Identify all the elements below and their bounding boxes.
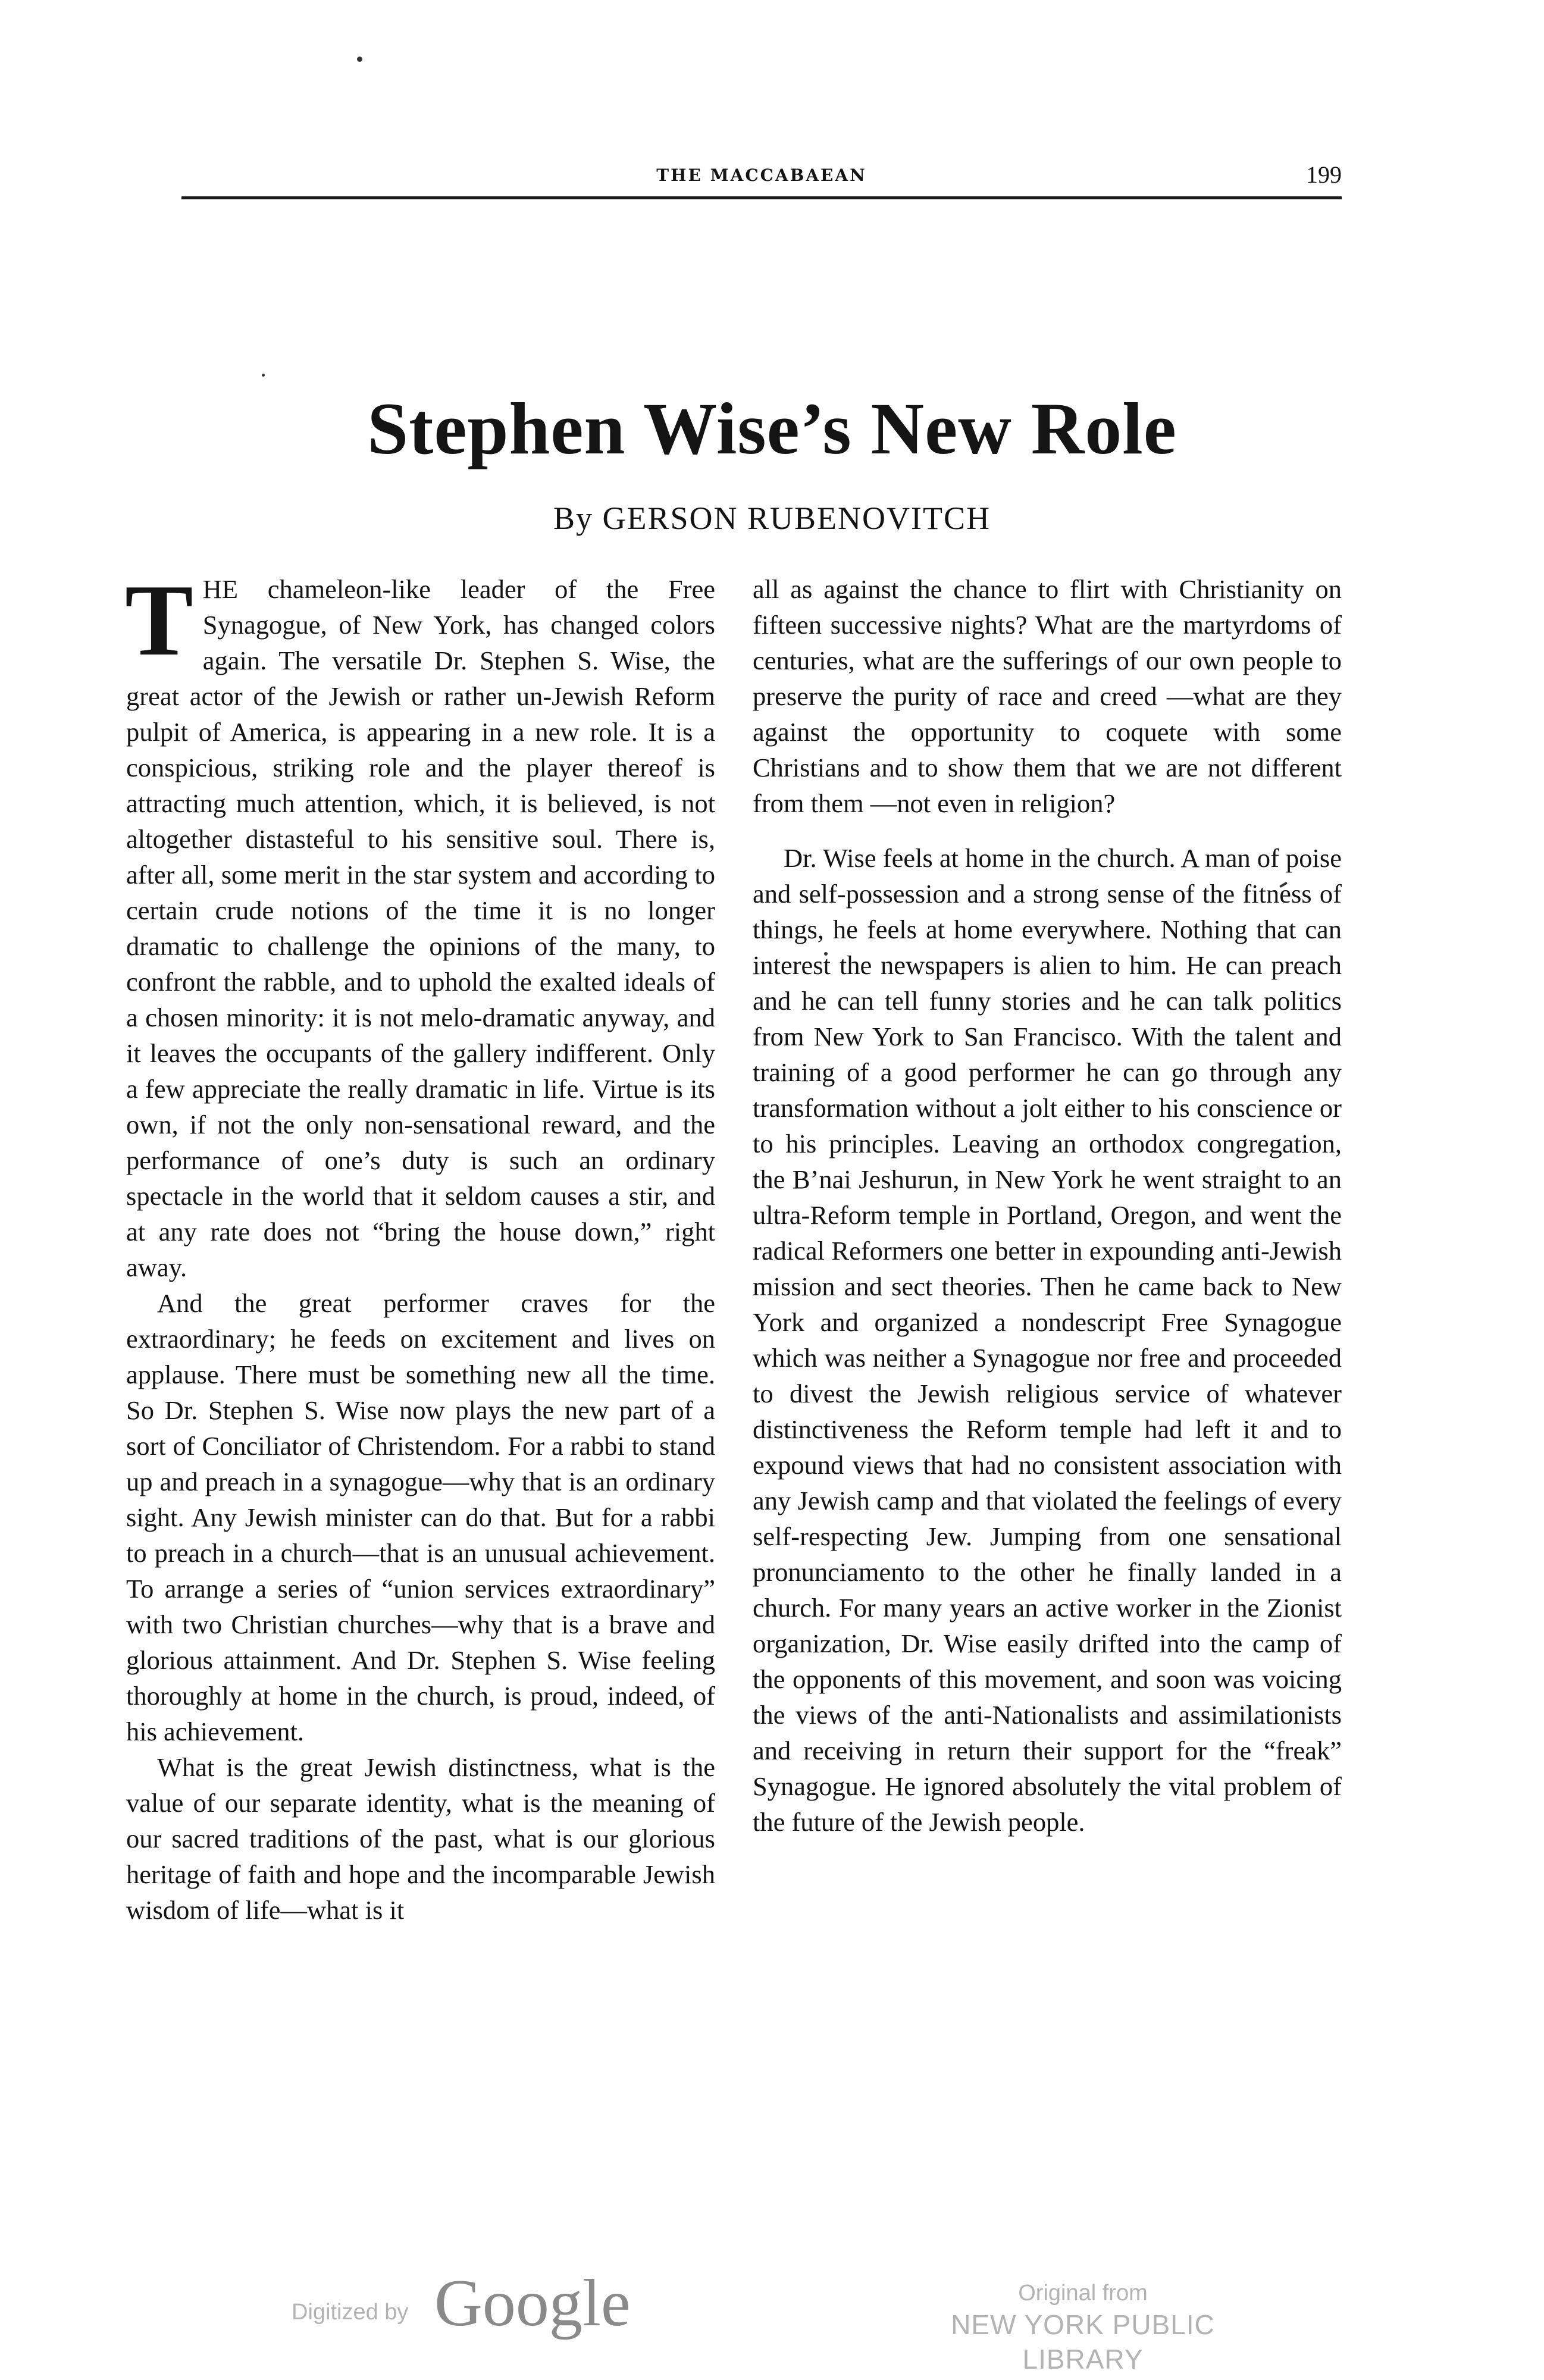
google-logo: Google: [434, 2266, 631, 2340]
page-number: 199: [1306, 161, 1342, 188]
paragraph: And the great performer craves for the extraordinary; he feeds on excitement and lives on applause. There must be something new all the time. So Dr. Stephen S. Wise now plays the new part of a sort of Conciliator of Christendom. For a rabbi to stand up and preach in a synagogue—why that is an ordinary sight. Any Jewish minister can do that. But for a rabbi to preach in a church—that is an unusual achievement. To arrange a series of “union services extraordinary” with two Christian churches—why that is a brave and glorious attainment. And Dr. Stephen S. Wise feeling thoroughly at home in the church, is proud, indeed, of his achievement.: [126, 1288, 715, 1746]
original-from-text: Original from: [1018, 2281, 1148, 2306]
paragraph: What is the great Jewish distinctness, what is the value of our separate identity, what is the meaning of our sacred traditions of the past, what is our glorious heritage of faith and hope and the incomparable Jewish wisdom of life—what is it: [126, 1752, 715, 1925]
paragraph: all as against the chance to flirt with Christianity on fifteen successive nights? What are the martyrdoms of centuries, what are the sufferings of our own people to preserve the purity of race and creed —what are they against the opportunity to coquete with some Christians and to show them that we are not different from them —not even in religion?: [753, 574, 1342, 818]
left-column: [125, 564, 715, 1928]
drop-cap: T: [125, 564, 193, 677]
article-byline: By GERSON RUBENOVITCH: [553, 500, 991, 536]
source-credit: [892, 2279, 1273, 2376]
paragraph: Dr. Wise feels at home in the church. A man of poise and self-possession and a strong sense of the fitness of things, he feels at home everywhere. Nothing that can interest the newspapers is alien to him. He can preach and he can tell funny stories and he can talk politics from New York to San Francisco. With the talent and training of a good performer he can go through any transformation without a jolt either to his conscience or to his principles. Leaving an orthodox congregation, the B’nai Jeshurun, in New York he went straight to an ultra-Reform temple in Portland, Oregon, and went the radical Reformers one better in expounding anti-Jewish mission and sect theories. Then he came back to New York and organized a nondescript Free Synagogue which was neither a Synagogue nor free and proceeded to divest the Jewish religious service of whatever distinctiveness the Reform temple had left it and to expound views that had no consistent association with any Jewish camp and that violated the feelings of every self-respecting Jew. Jumping from one sensational pronunciamento to the other he finally landed in a church. For many years an active worker in the Zionist organization, Dr. Wise easily drifted into the camp of the opponents of this movement, and soon was voicing the views of the anti-Nationalists and assimilationists and receiving in return their support for the “freak” Synagogue. He ignored absolutely the vital problem of the future of the Jewish people.: [753, 843, 1342, 1837]
digitization-credit: [292, 2266, 672, 2340]
library-name: NEW YORK PUBLIC LIBRARY: [951, 2309, 1215, 2375]
page-header: [181, 161, 1342, 190]
article-title: Stephen Wise’s New Role: [367, 388, 1177, 469]
header-rule: [181, 196, 1342, 199]
running-title: THE MACCABAEAN: [656, 165, 867, 185]
scan-speck: [262, 374, 265, 377]
paragraph: [125, 564, 715, 1285]
scan-speck: [357, 57, 362, 62]
right-column: [753, 571, 1342, 1840]
paragraph-text: HE chameleon-like leader of the Free Synagogue, of New York, has changed colors again. The versatile Dr. Stephen S. Wise, the great actor of the Jewish or rather un-Jewish Reform pulpit of America, is appearing in a new role. It is a conspicious, striking role and the player thereof is attracting much attention, which, it is believed, is not altogether distasteful to his sensitive soul. There is, after all, some merit in the star system and according to certain crude notions of the time it is no longer dramatic to challenge the opinions of the many, to confront the rabble, and to uphold the exalted ideals of a chosen minority: it is not melo-dramatic anyway, and it leaves the occupants of the gallery indifferent. Only a few appreciate the really dramatic in life. Virtue is its own, if not the only non-sensational reward, and the performance of one’s duty is such an ordinary spectacle in the world that it seldom causes a stir, and at any rate does not “bring the house down,” right away.: [126, 574, 715, 1282]
digitized-by-text: Digitized by: [292, 2300, 409, 2325]
